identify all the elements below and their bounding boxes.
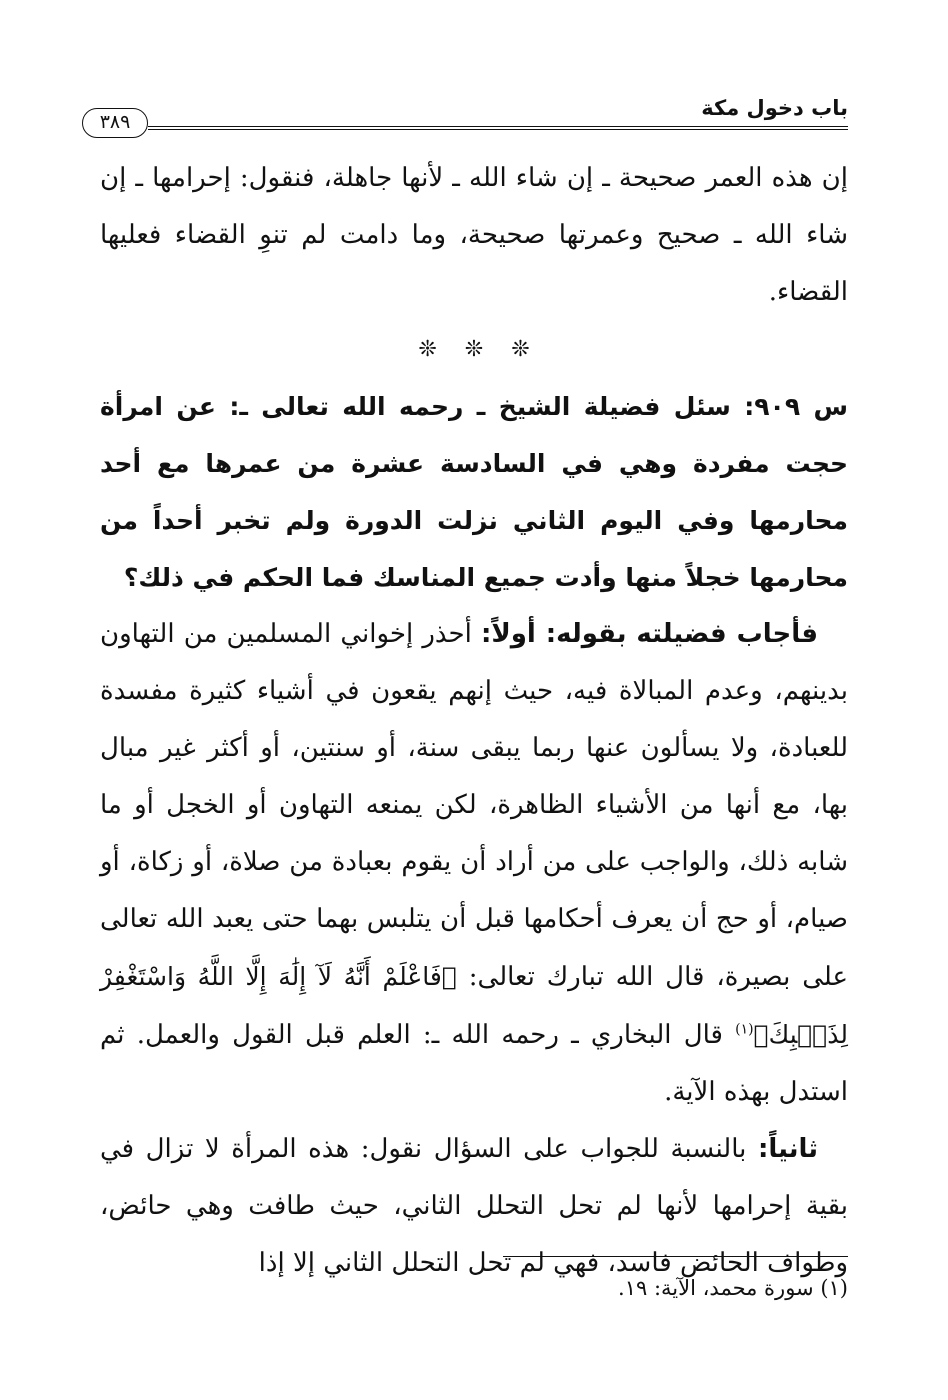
section-separator: ❊❊❊ xyxy=(418,337,558,362)
answer-text: أحذر إخواني المسلمين من التهاون بدينهم، وعدم المبالاة فيه، حيث إنهم يقعون في أشياء كثيرة مفسدة للعبادة، ولا يسألون عنها ربما يبقى سنة، أو سنتين، أو أكثر غير مبال بها، مع أنها من الأشياء الظاهرة، لكن يمنعه التهاون أو الخجل أو ما شابه ذلك، والواجب على من أراد أن يقوم بعبادة من صلاة، أو زكاة، أو صيام، أو حج أن يعرف أحكامها قبل أن يتلبس بهما حتى يعبد الله تعالى على بصيرة، قال الله تبارك تعالى: xyxy=(100,619,848,992)
header-rule xyxy=(148,126,848,130)
running-title: باب دخول مكة xyxy=(701,96,848,120)
page-number: ٣٨٩ xyxy=(82,108,148,138)
answer-paragraph xyxy=(100,606,848,1121)
page-header xyxy=(82,88,848,138)
footnote: (١) سورة محمد، الآية: ١٩. xyxy=(618,1276,848,1300)
question-paragraph: س ٩٠٩: سئل فضيلة الشيخ ـ رحمه الله تعالى ـ: عن امرأة حجت مفردة وهي في السادسة عشرة من عمرها مع أحد محارمها وفي اليوم الثاني نزلت الدورة ولم تخبر أحداً من محارمها خجلاً منها وأدت جميع المناسك فما الحكم في ذلك؟ xyxy=(100,392,848,592)
footnote-rule xyxy=(503,1256,848,1257)
quran-verse: ﴿فَاعْلَمْ أَنَّهُ لَآ إِلَٰهَ إِلَّا اللَّهُ وَاسْتَغْفِرْ لِذَنۢبِكَ﴾ xyxy=(100,962,849,1049)
second-lead: ثانياً: xyxy=(757,1134,818,1164)
body-text xyxy=(100,150,848,1292)
paragraph-intro: إن هذه العمر صحيحة ـ إن شاء الله ـ لأنها جاهلة، فنقول: إحرامها ـ إن شاء الله ـ صحيح وعمرتها صحيحة، وما دامت لم تنوِ القضاء فعليها القضاء. xyxy=(100,163,848,307)
answer-after-verse: قال البخاري ـ رحمه الله ـ: العلم قبل القول والعمل. ثم استدل بهذه الآية. xyxy=(100,1020,848,1107)
second-point-paragraph xyxy=(100,1121,848,1292)
second-text: بالنسبة للجواب على السؤال نقول: هذه المرأة لا تزال في بقية إحرامها لأنها لم تحل التحلل الثاني، حيث طافت وهي حائض، وطواف الحائض فاسد، فهي لم تحل التحلل الثاني إلا إذا xyxy=(100,1134,848,1278)
answer-lead: فأجاب فضيلته بقوله: أولاً: xyxy=(481,619,819,649)
footnote-marker: (١) xyxy=(735,1021,754,1038)
